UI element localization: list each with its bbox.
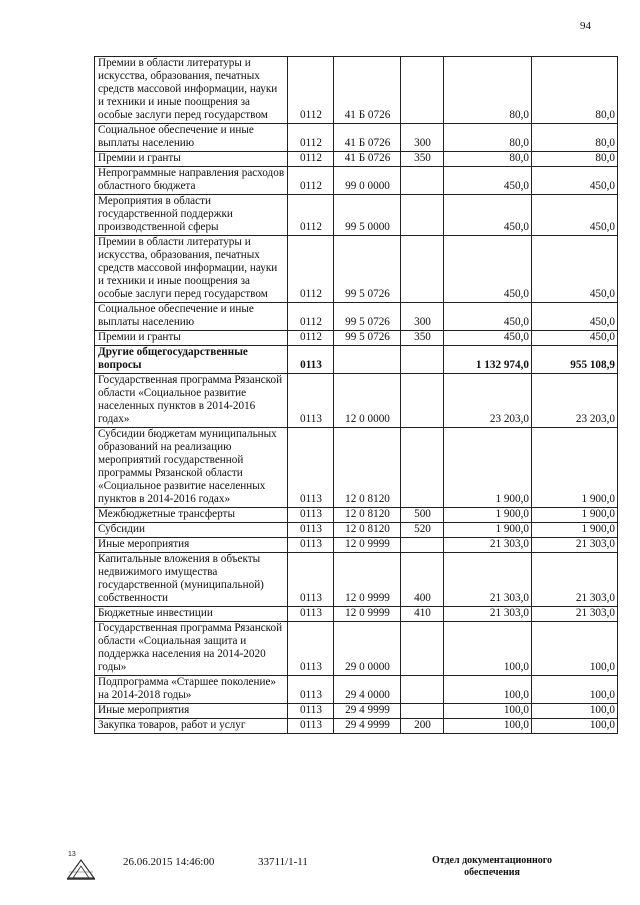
footer-department-line2: обеспечения xyxy=(464,867,520,878)
table-row xyxy=(95,719,618,734)
row-amount-2015: 23 203,0 xyxy=(444,374,532,428)
row-amount-2016: 80,0 xyxy=(532,57,618,124)
row-expense-type xyxy=(401,704,444,719)
row-amount-2016: 80,0 xyxy=(532,152,618,167)
row-expense-type: 350 xyxy=(401,331,444,346)
table-row xyxy=(95,374,618,428)
table-row xyxy=(95,57,618,124)
row-amount-2015: 100,0 xyxy=(444,676,532,704)
row-article: 99 5 0726 xyxy=(334,303,401,331)
footer-department xyxy=(422,855,562,879)
table-row xyxy=(95,508,618,523)
row-expense-type: 200 xyxy=(401,719,444,734)
row-amount-2015: 450,0 xyxy=(444,195,532,236)
row-amount-2015: 21 303,0 xyxy=(444,553,532,607)
row-expense-type xyxy=(401,346,444,374)
row-name: Государственная программа Рязанской области «Социальная защита и поддержка населения на 2014-2020 годы» xyxy=(95,622,288,676)
row-article: 99 5 0000 xyxy=(334,195,401,236)
row-amount-2016: 1 900,0 xyxy=(532,523,618,538)
row-amount-2016: 100,0 xyxy=(532,719,618,734)
row-amount-2016: 21 303,0 xyxy=(532,553,618,607)
row-article: 41 Б 0726 xyxy=(334,57,401,124)
footer-doc-code: 33711/1-11 xyxy=(258,856,308,868)
archive-emblem-icon xyxy=(64,848,98,882)
row-expense-type xyxy=(401,676,444,704)
row-amount-2016: 100,0 xyxy=(532,676,618,704)
row-section: 0112 xyxy=(288,195,334,236)
row-article: 29 4 0000 xyxy=(334,676,401,704)
row-section: 0113 xyxy=(288,346,334,374)
row-name: Субсидии xyxy=(95,523,288,538)
row-expense-type: 350 xyxy=(401,152,444,167)
row-section: 0112 xyxy=(288,57,334,124)
row-amount-2016: 955 108,9 xyxy=(532,346,618,374)
row-section: 0113 xyxy=(288,553,334,607)
row-name: Бюджетные инвестиции xyxy=(95,607,288,622)
row-name: Другие общегосударственные вопросы xyxy=(95,346,288,374)
row-article: 41 Б 0726 xyxy=(334,124,401,152)
row-article: 29 4 9999 xyxy=(334,719,401,734)
row-section: 0112 xyxy=(288,152,334,167)
table-row xyxy=(95,303,618,331)
row-name: Закупка товаров, работ и услуг xyxy=(95,719,288,734)
row-article: 99 5 0726 xyxy=(334,331,401,346)
row-article: 12 0 8120 xyxy=(334,508,401,523)
row-amount-2016: 450,0 xyxy=(532,303,618,331)
row-section: 0112 xyxy=(288,236,334,303)
row-expense-type: 400 xyxy=(401,553,444,607)
row-amount-2016: 23 203,0 xyxy=(532,374,618,428)
row-expense-type: 520 xyxy=(401,523,444,538)
row-amount-2016: 1 900,0 xyxy=(532,508,618,523)
table-row xyxy=(95,523,618,538)
budget-table-body xyxy=(95,57,618,734)
row-amount-2015: 80,0 xyxy=(444,57,532,124)
row-amount-2015: 450,0 xyxy=(444,331,532,346)
row-article: 12 0 0000 xyxy=(334,374,401,428)
row-amount-2016: 21 303,0 xyxy=(532,538,618,553)
row-article: 12 0 9999 xyxy=(334,607,401,622)
table-row xyxy=(95,622,618,676)
row-amount-2015: 450,0 xyxy=(444,167,532,195)
row-amount-2016: 80,0 xyxy=(532,124,618,152)
row-article: 99 0 0000 xyxy=(334,167,401,195)
row-amount-2016: 1 900,0 xyxy=(532,428,618,508)
row-name: Межбюджетные трансферты xyxy=(95,508,288,523)
row-article: 12 0 9999 xyxy=(334,538,401,553)
row-article: 41 Б 0726 xyxy=(334,152,401,167)
table-row xyxy=(95,152,618,167)
row-amount-2015: 80,0 xyxy=(444,152,532,167)
row-section: 0112 xyxy=(288,124,334,152)
table-row xyxy=(95,676,618,704)
row-amount-2015: 450,0 xyxy=(444,236,532,303)
row-section: 0113 xyxy=(288,538,334,553)
row-name: Государственная программа Рязанской области «Социальное развитие населенных пунктов в 2014-2016 годах» xyxy=(95,374,288,428)
row-expense-type xyxy=(401,622,444,676)
table-row xyxy=(95,553,618,607)
row-amount-2015: 100,0 xyxy=(444,704,532,719)
row-name: Премии и гранты xyxy=(95,331,288,346)
row-amount-2015: 80,0 xyxy=(444,124,532,152)
table-row xyxy=(95,124,618,152)
row-expense-type: 300 xyxy=(401,124,444,152)
table-row xyxy=(95,195,618,236)
row-expense-type xyxy=(401,195,444,236)
footer-department-line1: Отдел документационного xyxy=(431,855,553,866)
row-article: 29 4 9999 xyxy=(334,704,401,719)
row-section: 0112 xyxy=(288,331,334,346)
page-number: 94 xyxy=(580,20,591,32)
row-name: Капитальные вложения в объекты недвижимого имущества государственной (муниципальной) собственности xyxy=(95,553,288,607)
row-expense-type xyxy=(401,57,444,124)
row-section: 0112 xyxy=(288,167,334,195)
row-amount-2015: 100,0 xyxy=(444,622,532,676)
row-name: Премии в области литературы и искусства, образования, печатных средств массовой информации, науки и техники и иные поощрения за особые заслуги перед государством xyxy=(95,236,288,303)
row-name: Мероприятия в области государственной поддержки производственной сферы xyxy=(95,195,288,236)
row-amount-2016: 450,0 xyxy=(532,236,618,303)
row-article: 12 0 9999 xyxy=(334,553,401,607)
row-section: 0113 xyxy=(288,704,334,719)
row-section: 0113 xyxy=(288,607,334,622)
row-amount-2015: 1 900,0 xyxy=(444,523,532,538)
row-section: 0113 xyxy=(288,676,334,704)
row-article: 99 5 0726 xyxy=(334,236,401,303)
row-name: Премии и гранты xyxy=(95,152,288,167)
row-amount-2016: 450,0 xyxy=(532,331,618,346)
row-amount-2015: 1 900,0 xyxy=(444,428,532,508)
row-amount-2016: 100,0 xyxy=(532,704,618,719)
row-expense-type: 500 xyxy=(401,508,444,523)
row-article: 12 0 8120 xyxy=(334,523,401,538)
table-row xyxy=(95,236,618,303)
table-row xyxy=(95,704,618,719)
row-name: Премии в области литературы и искусства, образования, печатных средств массовой информации, науки и техники и иные поощрения за особые заслуги перед государством xyxy=(95,57,288,124)
row-expense-type: 410 xyxy=(401,607,444,622)
row-article: 12 0 8120 xyxy=(334,428,401,508)
row-section: 0112 xyxy=(288,303,334,331)
row-amount-2015: 21 303,0 xyxy=(444,538,532,553)
row-name: Подпрограмма «Старшее поколение» на 2014-2018 годы» xyxy=(95,676,288,704)
stamp-number: 13 xyxy=(68,851,76,858)
row-amount-2016: 21 303,0 xyxy=(532,607,618,622)
row-amount-2016: 100,0 xyxy=(532,622,618,676)
table-row xyxy=(95,167,618,195)
row-article xyxy=(334,346,401,374)
row-section: 0113 xyxy=(288,523,334,538)
row-name: Иные мероприятия xyxy=(95,704,288,719)
row-name: Социальное обеспечение и иные выплаты населению xyxy=(95,303,288,331)
table-row xyxy=(95,428,618,508)
row-amount-2015: 100,0 xyxy=(444,719,532,734)
row-amount-2015: 450,0 xyxy=(444,303,532,331)
row-section: 0113 xyxy=(288,374,334,428)
table-row xyxy=(95,331,618,346)
row-amount-2016: 450,0 xyxy=(532,195,618,236)
row-expense-type: 300 xyxy=(401,303,444,331)
row-expense-type xyxy=(401,236,444,303)
row-name: Непрограммные направления расходов областного бюджета xyxy=(95,167,288,195)
row-name: Субсидии бюджетам муниципальных образований на реализацию мероприятий государственной программы Рязанской области «Социальное развитие населенных пунктов в 2014-2016 годах» xyxy=(95,428,288,508)
row-section: 0113 xyxy=(288,622,334,676)
row-amount-2015: 21 303,0 xyxy=(444,607,532,622)
row-expense-type xyxy=(401,428,444,508)
row-amount-2015: 1 900,0 xyxy=(444,508,532,523)
row-name: Социальное обеспечение и иные выплаты населению xyxy=(95,124,288,152)
row-expense-type xyxy=(401,374,444,428)
row-article: 29 0 0000 xyxy=(334,622,401,676)
row-amount-2015: 1 132 974,0 xyxy=(444,346,532,374)
table-row xyxy=(95,346,618,374)
row-section: 0113 xyxy=(288,508,334,523)
row-expense-type xyxy=(401,167,444,195)
row-section: 0113 xyxy=(288,719,334,734)
table-row xyxy=(95,607,618,622)
row-section: 0113 xyxy=(288,428,334,508)
table-row xyxy=(95,538,618,553)
row-expense-type xyxy=(401,538,444,553)
footer-datetime: 26.06.2015 14:46:00 xyxy=(123,856,215,868)
budget-table xyxy=(94,56,618,734)
row-name: Иные мероприятия xyxy=(95,538,288,553)
row-amount-2016: 450,0 xyxy=(532,167,618,195)
